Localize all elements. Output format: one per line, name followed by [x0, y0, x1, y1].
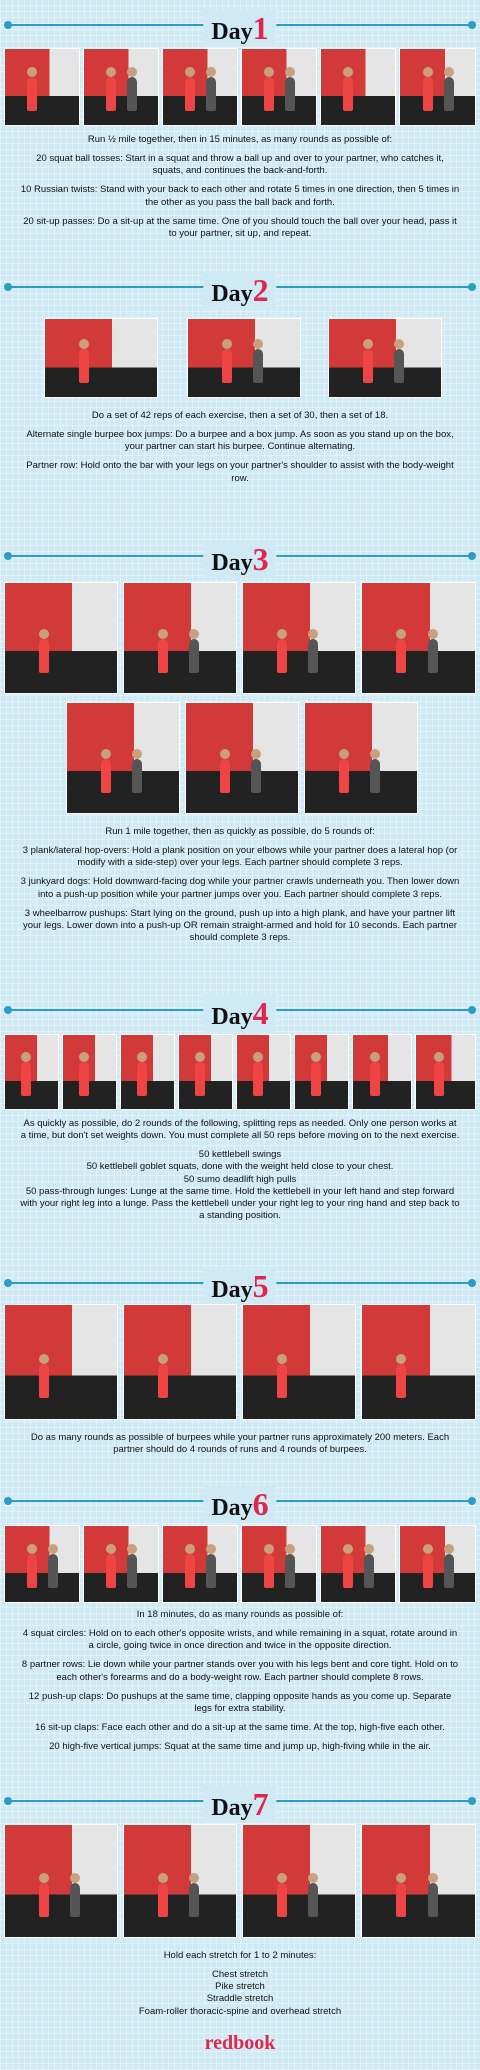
day-word: Day	[211, 1495, 253, 1521]
exercise-photo	[178, 1034, 233, 1110]
exercise-photo	[242, 1304, 356, 1420]
day-7-text	[0, 1950, 480, 2018]
day-7-title	[203, 1786, 276, 1823]
day-2-photos	[0, 318, 480, 402]
day-1-photos	[0, 48, 480, 130]
day-2-title	[203, 272, 276, 309]
exercise-description: 12 push-up claps: Do pushups at the same time, clapping opposite hands as you come up. Separate legs for extra stability.	[28, 1690, 452, 1714]
day-4-header	[0, 995, 480, 1031]
divider-dot	[468, 283, 476, 291]
stretch-photo	[123, 1824, 237, 1938]
day-number: 2	[252, 272, 269, 308]
exercise-photo	[83, 48, 159, 126]
day-number: 7	[252, 1786, 269, 1822]
day-number: 6	[252, 1486, 269, 1522]
divider-dot	[468, 1497, 476, 1505]
exercise-photo	[44, 318, 158, 398]
exercise-list-item: 50 kettlebell swings	[198, 1149, 282, 1161]
exercise-photo	[66, 702, 180, 814]
stretch-list-item: Pike stretch	[215, 1981, 265, 1993]
exercise-list-item: 50 sumo deadlift high pulls	[183, 1173, 297, 1185]
exercise-photo	[242, 582, 356, 694]
day-2-header	[0, 272, 480, 308]
day-intro: As quickly as possible, do 2 rounds of the following, splitting reps as needed. Only one person works at a time, but don't set weights down. You must complete all 50 reps before moving on to the next exercise.	[20, 1118, 460, 1142]
day-4-text	[0, 1118, 480, 1222]
exercise-photo	[162, 48, 238, 126]
day-number: 4	[252, 995, 269, 1031]
exercise-photo	[320, 1525, 396, 1603]
divider-dot	[4, 21, 12, 29]
divider-dot	[468, 1279, 476, 1287]
exercise-description: 4 squat circles: Hold on to each other's opposite wrists, and while remaining in a squat, rotate around in a circle, going twice in once direction and twice in the opposite direction.	[22, 1628, 458, 1652]
divider-dot	[4, 283, 12, 291]
day-6-header	[0, 1486, 480, 1522]
divider-dot	[468, 1006, 476, 1014]
divider-dot	[468, 21, 476, 29]
divider-dot	[468, 552, 476, 560]
day-number: 3	[252, 541, 269, 577]
day-3-text	[0, 826, 480, 944]
exercise-photo	[328, 318, 442, 398]
exercise-photo	[187, 318, 301, 398]
exercise-photo	[4, 48, 80, 126]
day-3-header	[0, 541, 480, 577]
day-5-title	[203, 1268, 276, 1305]
day-7-photos	[0, 1824, 480, 1944]
exercise-photo	[123, 1304, 237, 1420]
exercise-photo	[241, 48, 317, 126]
day-6-section	[0, 1486, 480, 1760]
exercise-photo	[236, 1034, 291, 1110]
day-word: Day	[211, 19, 253, 45]
day-2-section	[0, 272, 480, 492]
exercise-photo	[4, 1304, 118, 1420]
exercise-photo	[361, 1304, 476, 1420]
day-intro: Hold each stretch for 1 to 2 minutes:	[163, 1950, 317, 1961]
exercise-photo	[120, 1034, 175, 1110]
day-5-photos	[0, 1304, 480, 1426]
day-5-header	[0, 1268, 480, 1304]
exercise-description: 3 plank/lateral hop-overs: Hold a plank position on your elbows while your partner does a lateral hop (or modify with a side-step) over your legs. Each partner should complete 3 reps.	[22, 845, 458, 869]
stretch-photo	[4, 1824, 118, 1938]
exercise-list-item: 50 pass-through lunges: Lunge at the same time. Hold the kettlebell in your left hand and step forward with your right leg into a lunge. Pass the kettlebell under your right leg to your ring hand and step back to a standing position.	[20, 1185, 460, 1222]
exercise-description: 20 squat ball tosses: Start in a squat and throw a ball up and over to your partner, who catches it, squats, and continues the back-and-forth.	[36, 153, 444, 177]
exercise-description: 20 sit-up passes: Do a sit-up at the same time. One of you should touch the ball over your head, pass it to your partner, sit up, and repeat.	[23, 215, 457, 239]
stretch-list-item: Straddle stretch	[206, 1993, 274, 2005]
exercise-description: Alternate single burpee box jumps: Do a burpee and a box jump. As soon as you stand up on the box, your partner can start his burpee. Continue alternating.	[26, 429, 454, 453]
day-1-title	[203, 10, 276, 47]
exercise-photo	[185, 702, 299, 814]
exercise-photo	[399, 48, 476, 126]
day-6-title	[203, 1486, 276, 1523]
exercise-photo	[320, 48, 396, 126]
exercise-photo	[415, 1034, 476, 1110]
day-5-text	[0, 1432, 480, 1456]
day-word: Day	[211, 550, 253, 576]
day-1-section	[0, 10, 480, 247]
exercise-description: 3 junkyard dogs: Hold downward-facing dog while your partner crawls underneath you. Then lower down into a push-up position while your partner jumps over you. Each partner should complete 3 reps.	[20, 876, 460, 900]
day-word: Day	[211, 1795, 253, 1821]
exercise-description: 16 sit-up claps: Face each other and do a sit-up at the same time. At the top, high-five each other.	[35, 1722, 445, 1734]
day-1-text	[0, 134, 480, 240]
exercise-description: Partner row: Hold onto the bar with your legs on your partner's shoulder to assist with the body-weight row.	[26, 460, 454, 484]
exercise-photo	[352, 1034, 412, 1110]
day-3-title	[203, 541, 276, 578]
divider-dot	[4, 1006, 12, 1014]
divider-dot	[468, 1797, 476, 1805]
divider-dot	[4, 1279, 12, 1287]
brand-logo: redbook	[204, 2032, 276, 2054]
day-intro: Run 1 mile together, then as quickly as possible, do 5 rounds of:	[105, 826, 375, 837]
exercise-photo	[62, 1034, 117, 1110]
stretch-photo	[242, 1824, 356, 1938]
day-4-section	[0, 995, 480, 1222]
exercise-description: 20 high-five vertical jumps: Squat at the same time and jump up, high-fiving while in the air.	[49, 1741, 431, 1753]
exercise-photo	[162, 1525, 238, 1603]
day-intro: Run ½ mile together, then in 15 minutes, as many rounds as possible of:	[87, 134, 393, 145]
day-word: Day	[211, 281, 253, 307]
exercise-photo	[4, 1034, 59, 1110]
day-7-header	[0, 1786, 480, 1822]
exercise-photo	[4, 1525, 80, 1603]
day-1-header	[0, 10, 480, 46]
day-word: Day	[211, 1277, 253, 1303]
exercise-description: 10 Russian twists: Stand with your back to each other and rotate 5 times in one direction, then 5 times in the other as you pass the ball back and forth.	[20, 184, 460, 208]
stretch-list-item: Chest stretch	[212, 1969, 268, 1981]
day-4-photos	[0, 1034, 480, 1116]
exercise-photo	[294, 1034, 349, 1110]
exercise-photo	[361, 582, 476, 694]
day-7-section	[0, 1786, 480, 2018]
day-intro: In 18 minutes, do as many rounds as possible of:	[136, 1609, 344, 1620]
divider-dot	[4, 1797, 12, 1805]
exercise-photo	[399, 1525, 476, 1603]
day-number: 1	[252, 10, 269, 46]
day-word: Day	[211, 1004, 253, 1030]
exercise-list-item: 50 kettlebell goblet squats, done with the weight held close to your chest.	[86, 1161, 394, 1173]
exercise-photo	[83, 1525, 159, 1603]
day-intro: Do as many rounds as possible of burpees while your partner runs approximately 200 meters. Each partner should do 4 rounds of runs and 4 rounds of burpees.	[30, 1432, 450, 1456]
day-number: 5	[252, 1268, 269, 1304]
divider-dot	[4, 1497, 12, 1505]
stretch-list-item: Foam-roller thoracic-spine and overhead stretch	[138, 2005, 342, 2017]
day-3-photos	[0, 582, 480, 834]
day-5-section	[0, 1268, 480, 1463]
day-2-text	[0, 410, 480, 485]
exercise-photo	[4, 582, 118, 694]
stretch-photo	[361, 1824, 476, 1938]
exercise-photo	[304, 702, 418, 814]
day-4-title	[203, 995, 276, 1032]
day-intro: Do a set of 42 reps of each exercise, then a set of 30, then a set of 18.	[91, 410, 389, 421]
day-3-section	[0, 541, 480, 951]
exercise-description: 8 partner rows: Lie down while your partner stands over you with his legs bent and core tight. Hold on to each other's forearms and do a body-weight row. Each partner should complete 8 rows.	[21, 1659, 459, 1683]
day-6-photos	[0, 1525, 480, 1607]
divider-dot	[4, 552, 12, 560]
exercise-photo	[241, 1525, 317, 1603]
exercise-description: 3 wheelbarrow pushups: Start lying on the ground, push up into a high plank, and have your partner lift your legs. Lower down into a push-up OR remain straight-armed and hold for 10 seconds. Each partner should complete 3 reps.	[22, 907, 458, 944]
day-6-text	[0, 1609, 480, 1753]
exercise-photo	[123, 582, 237, 694]
